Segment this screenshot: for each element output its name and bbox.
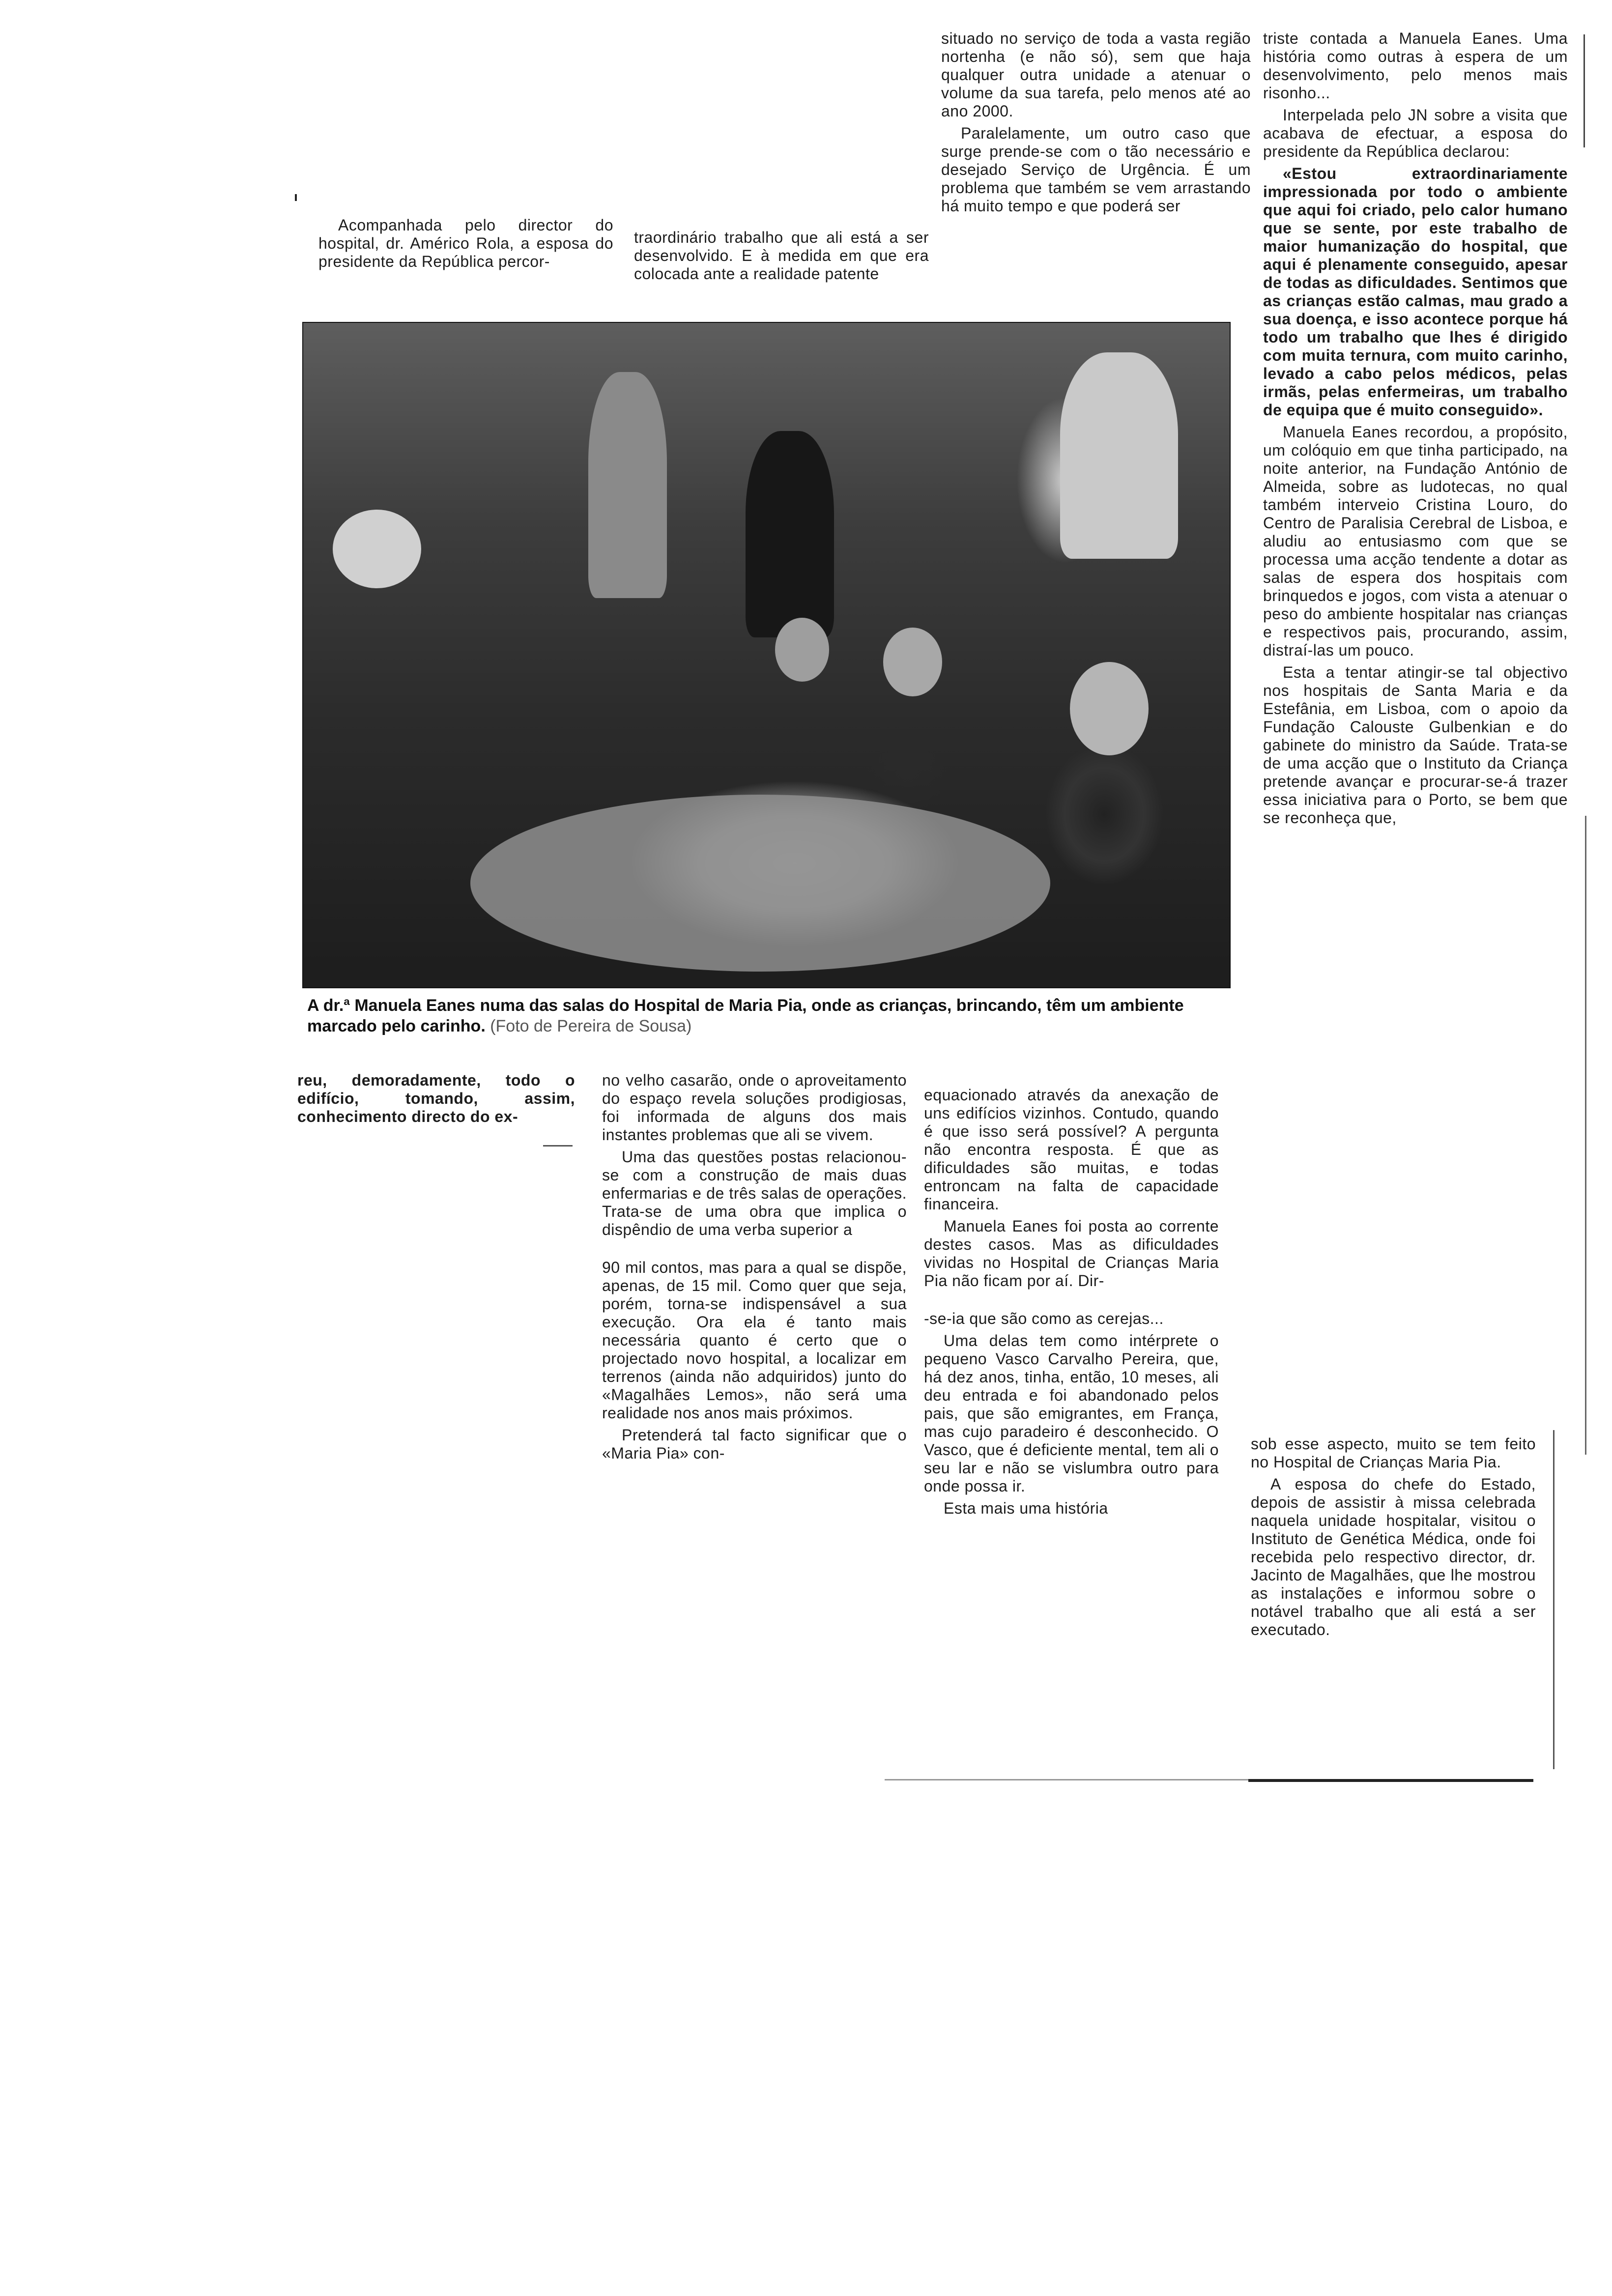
paragraph: reu, demoradamente, todo o edifício, tomando, assim, conhecimento directo do ex- [297, 1071, 575, 1125]
photo-figure [333, 510, 421, 588]
column-e [297, 1071, 575, 1130]
clipping-edge [1553, 1430, 1554, 1769]
column-h [1251, 1435, 1536, 1643]
photo-child [1070, 662, 1149, 755]
paragraph: 90 mil contos, mas para a qual se dispõe, apenas, de 15 mil. Como quer que seja, porém, torna-se indispensável a sua execução. Ora ela é tanto mais necessária quanto é certo que o projectado novo hospital, a localizar em terrenos (ainda não adquiridos) junto do «Magalhães Lemos», não será uma realidade nos anos mais próximos. [602, 1259, 907, 1422]
margin-mark [295, 194, 297, 201]
paragraph: Manuela Eanes recordou, a propósito, um colóquio em que tinha participado, na noite anterior, na Fundação António de Almeida, sobre as ludotecas, no qual também interveio Cristina Louro, do Centro de Paralisia Cerebral de Lisboa, e aludiu ao entusiasmo com que se processa uma acção tendente a dotar as salas de espera dos hospitais com brinquedos e jogos, com vista a atenuar o peso do ambiente hospitalar nas crianças e respectivos pais, procurando, assim, distraí-las um pouco. [1263, 423, 1568, 659]
paragraph: -se-ia que são como as cerejas... [924, 1310, 1164, 1327]
paragraph: Paralelamente, um outro caso que surge prende-se com o tão necessário e desejado Serviço de Urgência. É um problema que também se vem arrastando há muito tempo e que poderá ser [941, 124, 1251, 215]
paragraph: triste contada a Manuela Eanes. Uma história como outras à espera de um desenvolvimento, pelo menos mais risonho... [1263, 29, 1568, 102]
paragraph: Pretenderá tal facto significar que o «Maria Pia» con- [602, 1426, 907, 1462]
clipping-edge [1585, 816, 1586, 1455]
photo-child [883, 628, 942, 696]
column-f [602, 1071, 907, 1466]
caption-text: A dr.ª Manuela Eanes numa das salas do Hospital de Maria Pia, onde as crianças, brincando, têm um ambiente marcado pelo carinho. [307, 996, 1184, 1035]
paragraph: traordinário trabalho que ali está a ser desenvolvido. E à medida em que era colocada ante a realidade patente [634, 229, 929, 283]
paragraph: Interpelada pelo JN sobre a visita que acabava de efectuar, a esposa do presidente da República declarou: [1263, 106, 1568, 160]
photo-figure [1060, 352, 1178, 559]
paragraph: situado no serviço de toda a vasta região nortenha (e não só), sem que haja qualquer outra unidade a atenuar o volume da sua tarefa, pelo menos até ao ano 2000. [941, 29, 1251, 120]
column-divider [543, 1145, 573, 1147]
column-a-top [318, 216, 613, 275]
paragraph: Uma delas tem como intérprete o pequeno Vasco Carvalho Pereira, que, há dez anos, tinha, então, 10 meses, ali deu entrada e foi abandonado pelos pais, que são emigrantes, em França, mas cujo paradeiro é desconhecido. O Vasco, que é deficiente mental, tem ali o seu lar e não se vislumbra outro para onde possa ir. [924, 1332, 1219, 1495]
paragraph: Manuela Eanes foi posta ao corrente destes casos. Mas as dificuldades vividas no Hospital de Crianças Maria Pia não ficam por aí. Dir- [924, 1217, 1219, 1290]
quote: «Estou extraordinariamente impressionada por todo o ambiente que aqui foi criado, pelo calor humano que se sente, por este trabalho de maior humanização do hospital, que aqui é plenamente conseguido, apesar de todas as dificuldades. Sentimos que as crianças estão calmas, mau grado a sua doença, e isso acontece porque há todo um trabalho que lhes é dirigido com muita ternura, com muito carinho, levado a cabo pelos médicos, pelas irmãs, pelas enfermeiras, um trabalho de equipa que é muito conseguido». [1263, 165, 1568, 419]
paragraph: no velho casarão, onde o aproveitamento do espaço revela soluções prodigiosas, foi informada de alguns dos mais instantes problemas que ali se vivem. [602, 1071, 907, 1144]
paragraph: Acompanhada pelo director do hospital, dr. Américo Rola, a esposa do presidente da República percor- [318, 216, 613, 270]
photo-figure [746, 431, 834, 637]
paragraph: Uma das questões postas relacionou-se com a construção de mais duas enfermarias e de três salas de operações. Trata-se de uma obra que implica o dispêndio de uma verba superior a [602, 1148, 907, 1238]
paragraph: A esposa do chefe do Estado, depois de assistir à missa celebrada naquela unidade hospitalar, visitou o Instituto de Genética Médica, onde foi recebida pelo respectivo director, dr. Jacinto de Magalhães, que lhe mostrou as instalações e informou sobre o notável trabalho que ali está a ser executado. [1251, 1475, 1536, 1638]
paragraph: equacionado através da anexação de uns edifícios vizinhos. Contudo, quando é que isso será possível? A pergunta não encontra resposta. É que as dificuldades são muitas, e todas entroncam na falta de capacidade financeira. [924, 1086, 1219, 1213]
photo-credit: (Foto de Pereira de Sousa) [490, 1017, 692, 1035]
article-photo [302, 322, 1231, 988]
photo-figure [588, 372, 667, 598]
clipping-bottom-edge [1248, 1779, 1533, 1782]
paragraph: sob esse aspecto, muito se tem feito no Hospital de Crianças Maria Pia. [1251, 1435, 1536, 1471]
photo-caption [307, 995, 1231, 1036]
column-g [924, 1086, 1219, 1521]
clipping-edge [1583, 34, 1585, 147]
photo-table [470, 795, 1050, 972]
column-b-top [634, 229, 929, 287]
clipping-bottom-edge [885, 1779, 1248, 1780]
column-c-top [941, 29, 1251, 219]
paragraph: Esta mais uma história [944, 1499, 1108, 1517]
photo-child [775, 618, 829, 682]
paragraph: Esta a tentar atingir-se tal objectivo nos hospitais de Santa Maria e da Estefânia, em Lisboa, com o apoio da Fundação Calouste Gulbenkian e do gabinete do ministro da Saúde. Trata-se de uma acção que o Instituto da Criança pretende avançar e procurar-se-á trazer essa iniciativa para o Porto, se bem que se reconheça que, [1263, 663, 1568, 827]
column-d [1263, 29, 1568, 831]
